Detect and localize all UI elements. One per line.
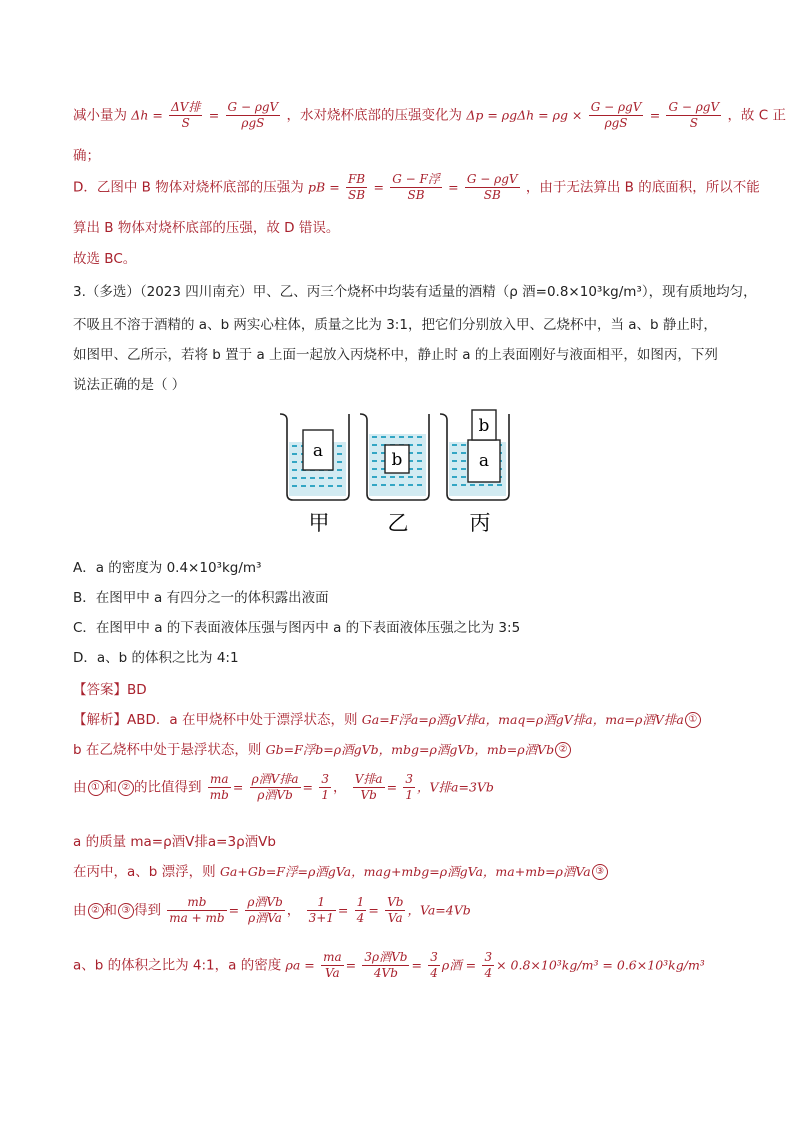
text: ，由于无法算出 B 的底面积，所以不能 xyxy=(525,179,760,196)
fraction: $\frac{\text{ρ酒V排a}}{\text{ρ酒Vb}}$ xyxy=(251,772,299,802)
text: 得到 xyxy=(134,902,161,919)
formula: = xyxy=(386,779,398,795)
formula: = xyxy=(337,902,349,918)
text: ，故 C 正 xyxy=(727,107,786,124)
label-yi: 乙 xyxy=(387,511,409,535)
text: 的比值得到 xyxy=(134,779,202,796)
text: b 在乙烧杯中处于悬浮状态，则 xyxy=(73,742,262,758)
answer-label: 【答案】BD xyxy=(73,682,147,698)
fraction: $\frac{\text{G − ρgV}}{S}$ xyxy=(668,100,720,130)
fraction: $\frac{\text{ΔV排}}{S}$ xyxy=(171,100,201,130)
text: 减小量为 xyxy=(73,107,127,124)
text: 和 xyxy=(103,779,117,796)
formula: = xyxy=(411,957,422,973)
fraction: $\frac{FB}{SB}$ xyxy=(347,172,366,202)
beaker-figure xyxy=(270,402,510,537)
fraction: $\frac{mb}{ma + mb}$ xyxy=(169,895,225,925)
fraction: $\frac{Vb}{Va}$ xyxy=(387,895,404,925)
fraction: $\frac{ma}{mb}$ xyxy=(209,772,229,802)
text: a、b 的体积之比为 4:1，a 的密度 xyxy=(73,957,282,974)
formula: = xyxy=(208,107,220,123)
analysis-line-5 xyxy=(73,860,608,880)
formula: = xyxy=(228,902,240,918)
formula: = xyxy=(649,107,661,123)
formula: Ga=F浮a=ρ酒gV排a，maq=ρ酒gV排a，ma=ρ酒V排a xyxy=(361,712,684,727)
formula: ，V排a=3Vb xyxy=(417,779,494,795)
option-c: C．在图甲中 a 的下表面液体压强与图丙中 a 的下表面液体压强之比为 3:5 xyxy=(73,620,521,636)
circle-number: ② xyxy=(88,903,104,919)
analysis-line-4: a 的质量 ma=ρ酒V排a=3ρ酒Vb xyxy=(73,834,276,850)
text: 由 xyxy=(73,779,87,796)
svg-text:a: a xyxy=(312,441,324,461)
text: a 在甲烧杯中处于漂浮状态，则 xyxy=(169,712,358,728)
beaker-bing xyxy=(440,410,509,500)
formula: = xyxy=(232,779,244,795)
question-line-3: 如图甲、乙所示，若将 b 置于 a 上面一起放入丙烧杯中，静止时 a 的上表面刚好与液面相平，如图丙，下列 xyxy=(73,347,718,363)
circle-number: ③ xyxy=(592,864,608,880)
text: ， xyxy=(286,902,301,919)
text: D．乙图中 B 物体对烧杯底部的压强为 xyxy=(73,179,304,196)
fraction: $\frac{\text{V排a}}{Vb}$ xyxy=(354,772,383,802)
analysis-line-2 xyxy=(73,738,571,758)
formula: Δp = ρgΔh = ρg × xyxy=(466,107,583,123)
analysis-line-c xyxy=(73,100,786,131)
analysis-line-3 xyxy=(73,772,494,803)
fraction: $\frac{3}{4}$ xyxy=(484,950,493,980)
fraction: $\frac{\text{ρ酒Vb}}{\text{ρ酒Va}}$ xyxy=(247,895,283,925)
formula: Δh = xyxy=(131,107,163,123)
formula: = xyxy=(345,957,357,973)
svg-text:b: b xyxy=(391,450,403,470)
analysis-line-c2: 确； xyxy=(73,148,100,164)
circle-number: ① xyxy=(685,712,701,728)
formula: × 0.8×10³kg/m³ = 0.6×10³kg/m³ xyxy=(496,957,705,973)
formula: ρ酒 = xyxy=(441,957,477,973)
fraction: $\frac{\text{G − F浮}}{SB}$ xyxy=(392,172,440,202)
analysis-line-d xyxy=(73,172,760,203)
text: 由 xyxy=(73,902,87,919)
formula: pB = xyxy=(308,179,340,195)
fraction: $\frac{\text{G − ρgV}}{SB}$ xyxy=(466,172,518,202)
formula: = xyxy=(368,902,379,918)
fraction: $\frac{\text{G − ρgV}}{\text{ρgS}}$ xyxy=(590,100,642,130)
analysis-line-6 xyxy=(73,895,471,926)
circle-number: ③ xyxy=(118,903,134,919)
beaker-yi xyxy=(360,414,429,500)
text: 在丙中，a、b 漂浮，则 xyxy=(73,864,216,880)
question-line-2: 不吸且不溶于酒精的 a、b 两实心柱体，质量之比为 3:1，把它们分别放入甲、乙烧杯中，当 a、b 静止时， xyxy=(73,317,717,333)
beaker-jia xyxy=(280,414,349,500)
text: ， xyxy=(332,779,347,796)
text: ，水对烧杯底部的压强变化为 xyxy=(286,107,463,124)
circle-number: ② xyxy=(555,742,571,758)
fraction: $\frac{ma}{Va}$ xyxy=(323,950,342,980)
formula: Gb=F浮b=ρ酒gVb，mbg=ρ酒gVb，mb=ρ酒Vb xyxy=(265,742,555,757)
circle-number: ② xyxy=(118,780,134,796)
fraction: $\frac{3}{1}$ xyxy=(405,772,413,802)
analysis-line-d2: 算出 B 物体对烧杯底部的压强，故 D 错误。 xyxy=(73,220,340,236)
text: 和 xyxy=(103,902,117,919)
formula: = xyxy=(448,179,459,195)
choose-line: 故选 BC。 xyxy=(73,251,137,267)
option-d: D．a、b 的体积之比为 4:1 xyxy=(73,650,239,666)
analysis-line-1 xyxy=(73,708,701,728)
circle-number: ① xyxy=(88,780,104,796)
option-b: B．在图甲中 a 有四分之一的体积露出液面 xyxy=(73,590,329,606)
question-line-1: 3.（多选）（2023 四川南充）甲、乙、丙三个烧杯中均装有适量的酒精（ρ 酒=0.8×10³kg/m³），现有质地均匀， xyxy=(73,284,757,300)
fraction: $\frac{3}{4}$ xyxy=(430,950,438,980)
fraction: $\frac{1}{4}$ xyxy=(356,895,365,925)
formula: ρa = xyxy=(285,957,315,973)
svg-text:b: b xyxy=(478,416,490,436)
fraction: $\frac{3}{1}$ xyxy=(321,772,329,802)
formula: = xyxy=(373,179,384,195)
analysis-label: 【解析】ABD． xyxy=(73,712,170,728)
formula: Ga+Gb=F浮=ρ酒gVa，mag+mbg=ρ酒gVa，ma+mb=ρ酒Va xyxy=(219,864,591,879)
fraction: $\frac{\text{G − ρgV}}{\text{ρgS}}$ xyxy=(227,100,279,130)
analysis-line-7 xyxy=(73,950,705,981)
option-a: A．a 的密度为 0.4×10³kg/m³ xyxy=(73,560,262,576)
fraction: $\frac{\text{3ρ酒Vb}}{4Vb}$ xyxy=(364,950,408,980)
formula: ，Va=4Vb xyxy=(407,902,471,918)
label-jia: 甲 xyxy=(308,511,330,535)
question-line-4: 说法正确的是（ ） xyxy=(73,377,186,393)
fraction: $\frac{1}{3+1}$ xyxy=(308,895,334,925)
label-bing: 丙 xyxy=(469,511,491,535)
svg-text:a: a xyxy=(478,451,490,471)
formula: = xyxy=(302,779,314,795)
